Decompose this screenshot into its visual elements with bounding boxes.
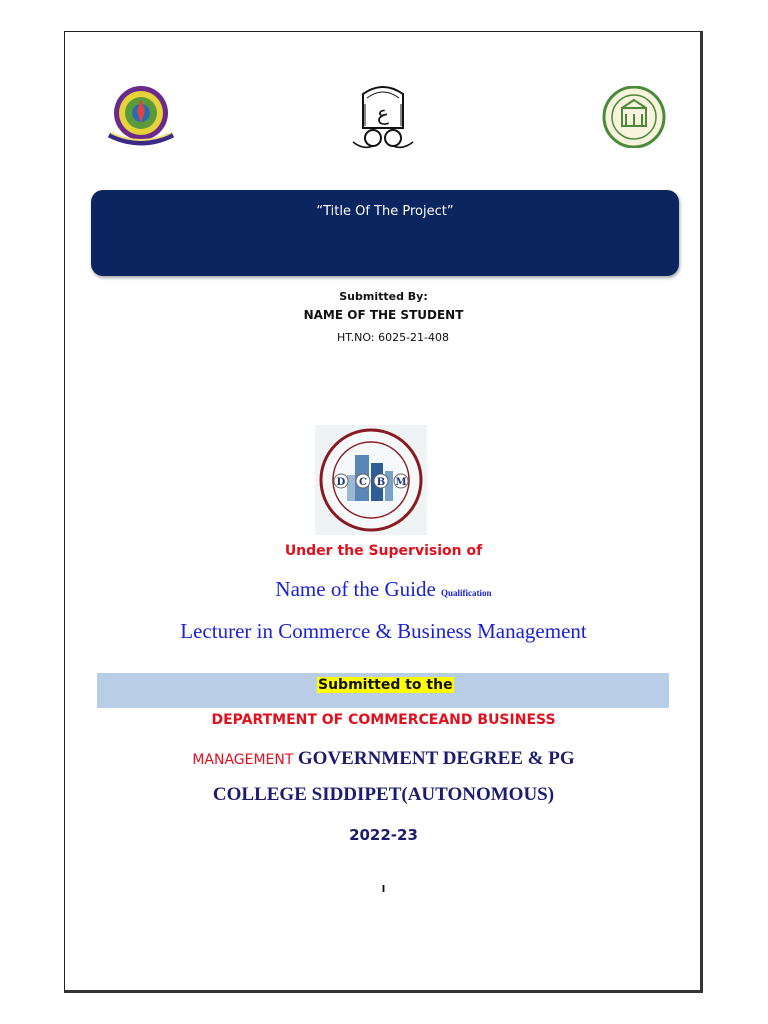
- student-name: NAME OF THE STUDENT: [303, 308, 464, 322]
- department-line-2: [64, 748, 703, 770]
- dcbm-letter-d: D: [336, 477, 346, 488]
- academic-year: 2022-23: [349, 826, 418, 844]
- dcbm-letter-m: M: [395, 477, 407, 488]
- guide-line: [64, 577, 703, 602]
- dcbm-department-logo-icon: [315, 425, 427, 535]
- dcbm-letter-b: B: [376, 477, 386, 488]
- college-name: COLLEGE SIDDIPET(AUTONOMOUS): [212, 784, 555, 805]
- government-of-telangana-emblem-icon: [600, 86, 668, 148]
- project-title-banner: [91, 190, 679, 276]
- supervision-label: Under the Supervision of: [284, 543, 483, 559]
- college-seal-icon: [101, 85, 181, 149]
- department-line-2-navy: GOVERNMENT DEGREE & PG: [297, 748, 575, 769]
- department-line-2-red: MANAGEMENT: [192, 752, 294, 768]
- guide-name: Name of the Guide: [275, 577, 436, 601]
- svg-text:ع: ع: [377, 101, 389, 125]
- guide-qualification: Qualification: [441, 588, 492, 598]
- submitted-by-label: Submitted By:: [339, 290, 428, 303]
- page-number: I: [381, 884, 386, 895]
- osmania-university-emblem-icon: [343, 84, 423, 152]
- dcbm-letter-c: C: [359, 477, 367, 488]
- hall-ticket-number: HT.NO: 6025-21-408: [337, 331, 450, 344]
- guide-designation: Lecturer in Commerce & Business Management: [180, 619, 587, 643]
- submitted-to-label: Submitted to the: [318, 677, 453, 693]
- department-line-1: DEPARTMENT OF COMMERCEAND BUSINESS: [211, 712, 556, 728]
- project-title: “Title Of The Project”: [316, 204, 454, 219]
